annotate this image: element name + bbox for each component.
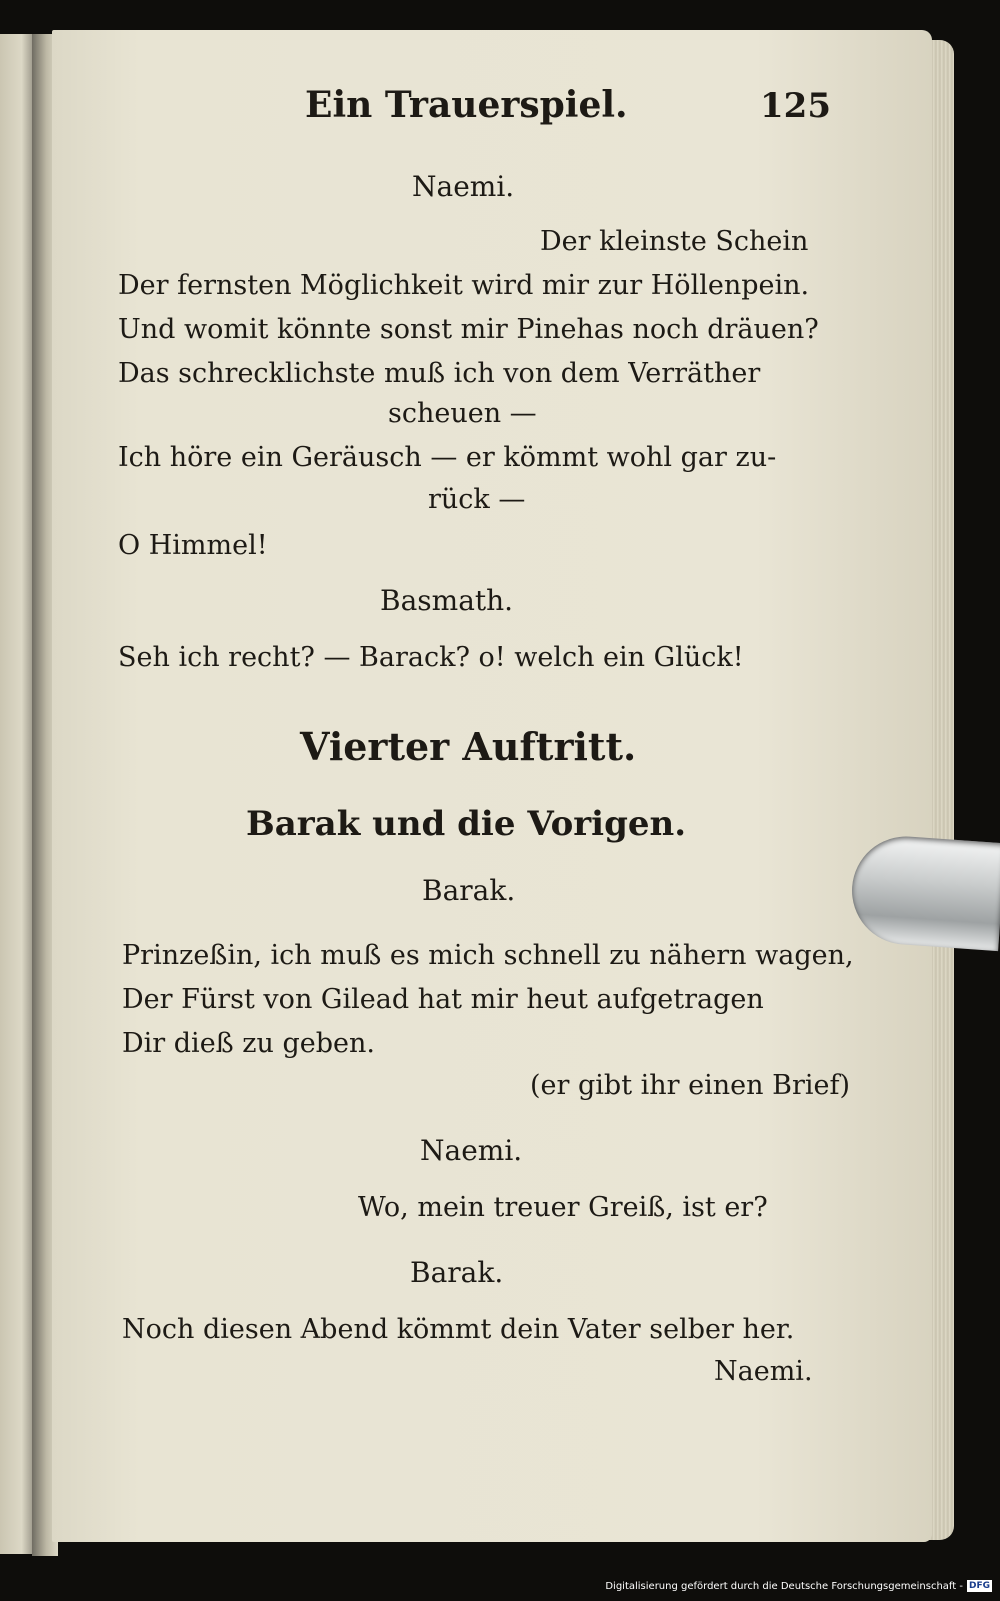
verse-line: Prinzeßin, ich muß es mich schnell zu nähern wagen, (122, 940, 854, 971)
verse-line: Seh ich recht? — Barack? o! welch ein Glück! (118, 642, 744, 673)
verse-line: Dir dieß zu geben. (122, 1028, 375, 1059)
verse-line: rück — (428, 484, 526, 515)
verse-line: Wo, mein treuer Greiß, ist er? (358, 1192, 768, 1223)
verse-line: Noch diesen Abend kömmt dein Vater selber her. (122, 1314, 795, 1345)
scene-subheading: Barak und die Vorigen. (246, 804, 687, 844)
credit-text: Digitalisierung gefördert durch die Deutsche Forschungsgemeinschaft - (605, 1580, 963, 1592)
catchword: Naemi. (714, 1356, 813, 1387)
speaker-name: Basmath. (380, 584, 514, 617)
verse-line: Der fernsten Möglichkeit wird mir zur Höllenpein. (118, 270, 810, 301)
verse-line: scheuen — (388, 398, 537, 429)
verse-line: O Himmel! (118, 530, 268, 561)
running-title: Ein Trauerspiel. (305, 84, 628, 126)
stage-direction: (er gibt ihr einen Brief) (530, 1070, 850, 1101)
verse-line: Der Fürst von Gilead hat mir heut aufgetragen (122, 984, 764, 1015)
verse-line: Und womit könnte sonst mir Pinehas noch dräuen? (118, 314, 819, 345)
verse-line: Ich höre ein Geräusch — er kömmt wohl gar zu- (118, 442, 777, 473)
digitization-credit (605, 1577, 992, 1595)
verse-line: Der kleinste Schein (540, 226, 809, 257)
page-number: 125 (760, 86, 831, 126)
verse-line: Das schrecklichste muß ich von dem Verräther (118, 358, 761, 389)
scene-heading: Vierter Auftritt. (300, 724, 637, 769)
dfg-logo: DFG (968, 1581, 990, 1591)
speaker-name: Barak. (422, 874, 516, 907)
left-page-edge (0, 34, 36, 1554)
speaker-name: Naemi. (412, 170, 515, 203)
speaker-name: Barak. (410, 1256, 504, 1289)
speaker-name: Naemi. (420, 1134, 523, 1167)
